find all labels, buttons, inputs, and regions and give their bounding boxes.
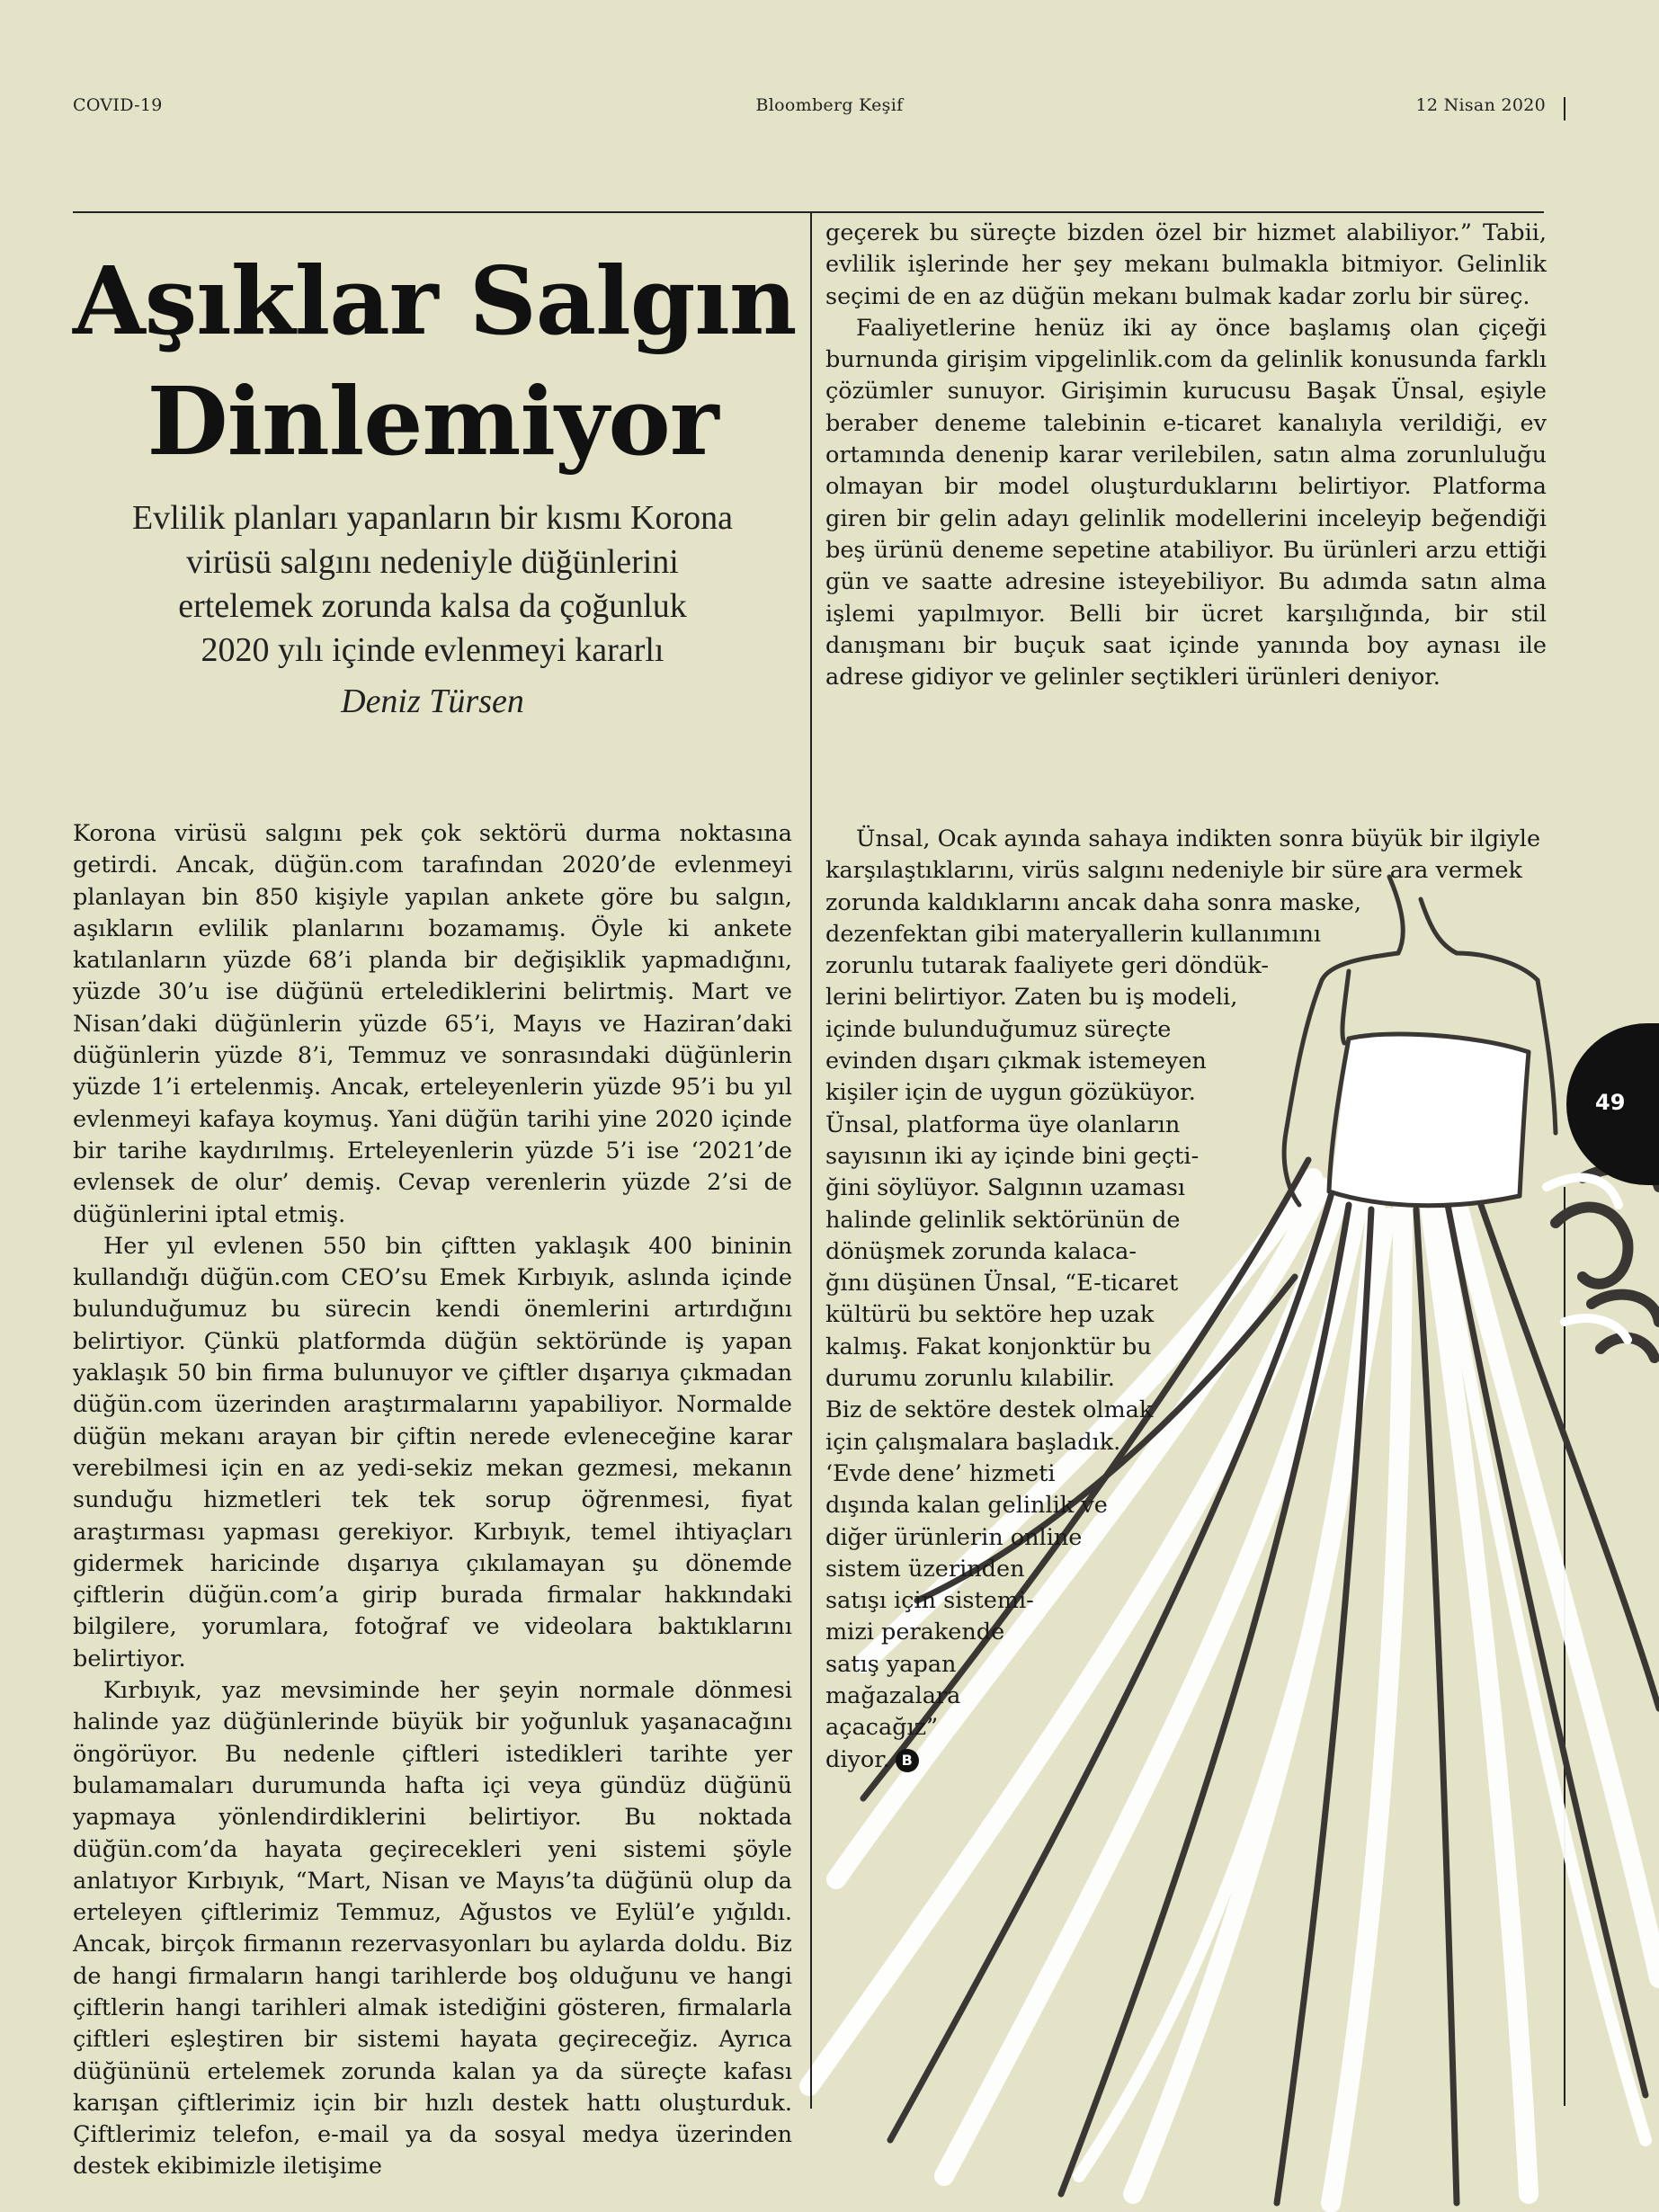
text-line: satışı için sistemi-: [825, 1587, 1034, 1615]
text-line: ‘Evde dene’ hizmeti: [825, 1459, 1056, 1487]
text-line: kültürü bu sektöre hep uzak: [825, 1301, 1155, 1329]
text-line: açacağız”: [825, 1714, 939, 1742]
paragraph: geçerek bu süreçte bizden özel bir hizmet alabiliyor.” Tabii, evlilik işlerinde her şey mekanı bulmakla bitmiyor. Gelinlik seçimi de en az düğün mekanı bulmak kadar zorlu bir süreç.: [825, 219, 1547, 310]
deck-line: virüsü salgını nedeniyle düğünlerini: [186, 543, 679, 581]
text-line: mizi perakende: [825, 1619, 1005, 1646]
text-line: için çalışmalara başladık.: [825, 1428, 1121, 1456]
text-line: Ünsal, platforma üye olanların: [825, 1110, 1181, 1138]
end-mark-icon: B: [896, 1749, 919, 1772]
headline: [73, 241, 797, 482]
headline-line: Aşıklar Salgın: [73, 245, 797, 356]
issue-date: 12 Nisan 2020: [1415, 95, 1546, 115]
deck: [73, 496, 792, 673]
paragraph: Korona virüsü salgını pek çok sektörü durma noktasına getirdi. Ancak, düğün.com tarafından 2020’de evlenmeyi planlayan bin 850 kişiyle yapılan ankete göre bu salgın, aşıkların evlilik planlarını bozamamış. Öyle ki ankete katılanların yüzde 68’i planda bir değişiklik yapmadığını, yüzde 30’u ise düğünü ertelediklerini belirtmiş. Mart ve Nisan’daki düğünlerin yüzde 65’i, Mayıs ve Haziran’daki düğünlerin yüzde 8’i, Temmuz ve sonrasındaki düğünlerin yüzde 1’i ertelenmiş. Ancak, erteleyenlerin yüzde 95’i bu yıl evlenmeyi kafaya koymuş. Yani düğün tarihi yine 2020 içinde bir tarihe kaydırılmış. Erteleyenlerin yüzde 5’i ise ‘2021’de evlensek de olur’ demiş. Cevap verenlerin yüzde 2’si de düğünlerini iptal etmiş.: [73, 820, 792, 1228]
section-label: COVID-19: [73, 95, 163, 115]
deck-line: ertelemek zorunda kalsa da çoğunluk: [178, 587, 687, 625]
text-line: içinde bulunduğumuz süreçte: [825, 1015, 1172, 1043]
deck-line: Evlilik planları yapanların bir kısmı Korona: [131, 499, 733, 537]
text-line: zorunda kaldıklarını ancak daha sonra maske,: [825, 888, 1361, 916]
text-line: dezenfektan gibi materyallerin kullanımını: [825, 920, 1322, 948]
column-divider: [810, 213, 812, 2109]
publication-name: Bloomberg Keşif: [755, 95, 904, 115]
text-line: Biz de sektöre destek olmak: [825, 1396, 1154, 1424]
deck-line: 2020 yılı içinde evlenmeyi kararlı: [201, 631, 664, 669]
text-line: dışında kalan gelinlik ve: [825, 1492, 1108, 1520]
right-column-top: [825, 218, 1547, 693]
text-line: satış yapan: [825, 1650, 957, 1678]
left-column: [73, 818, 792, 2183]
byline: Deniz Türsen: [341, 682, 524, 720]
text-line: sayısının iki ay içinde bini geçti-: [825, 1142, 1200, 1170]
paragraph: Her yıl evlenen 550 bin çiftten yaklaşık 400 bininin kullandığı düğün.com CEO’su Emek Kırbıyık, aslında içinde bulunduğumuz bu sürecin kendi önemlerini artırdığını belirtiyor. Çünkü platformda düğün sektöründe iş yapan yaklaşık 50 bin firma bulunuyor ve çiftler dışarıya çıkmadan düğün.com üzerinden araştırmalarını yapabiliyor. Normalde düğün mekanı arayan bir çiftin nerede evleneceğine karar verebilmesi için en az yedi-sekiz mekan gezmesi, mekanın sunduğu hizmetleri tek tek sorup öğrenmesi, fiyat araştırması yapması gerekiyor. Kırbıyık, temel ihtiyaçları gidermek haricinde dışarıya çıkılamayan şu dönemde çiftlerin düğün.com’a girip burada firmalar hakkındaki bilgilere, yorumlara, fotoğraf ve videolara baktıklarını belirtiyor.: [73, 1232, 792, 1672]
paragraph: Kırbıyık, yaz mevsiminde her şeyin normale dönmesi halinde yaz düğünlerinde büyük bir yoğunluk yaşanacağını öngörüyor. Bu nedenle çiftleri istedikleri tarihte yer bulamamaları durumunda hafta içi veya gündüz düğünü yapmaya yönlendirdiklerini belirtiyor. Bu noktada düğün.com’da hayata geçirecekleri yeni sistemi şöyle anlatıyor Kırbıyık, “Mart, Nisan ve Mayıs’ta düğünü olup da erteleyen çiftlerimiz Temmuz, Ağustos ve Eylül’e yığıldı. Ancak, birçok firmanın rezervasyonları bu aylarda doldu. Biz de hangi firmaların hangi tarihlerde boş olduğunu ve hangi çiftlerin hangi tarihleri almak istediğini gösteren, firmalarla çiftleri eşleştiren bir sistemi hayata geçireceğiz. Ayrıca düğününü ertelemek zorunda kalan ya da süreçte kafası karışan çiftlerimiz için bir hızlı destek hattı oluşturduk. Çiftlerimiz telefon, e-mail ya da sosyal medya üzerinden destek ekibimizle iletişime: [73, 1677, 792, 2181]
text-line: [825, 1744, 1275, 1776]
text-line: mağazalara: [825, 1682, 961, 1710]
right-column-wrapped: [825, 824, 1541, 1776]
paragraph: Faaliyetlerine henüz iki ay önce başlamış olan çiçeği burnunda girişim vipgelinlik.com da gelinlik konusunda farklı çözümler sunuyor. Girişimin kurucusu Başak Ünsal, eşiyle beraber deneme talebinin e-ticaret kanalıyla verildiği, ev ortamında denenip karar verilebilen, satın alma zorunluluğu olmayan bir model oluşturduklarını belirtiyor. Platforma giren bir gelin adayı gelinlik modellerini inceleyip beğendiği beş ürünü deneme sepetine atabiliyor. Bu ürünleri arzu ettiği gün ve saatte adresine isteyebiliyor. Bu adımda satın alma işlemi yapılmıyor. Belli bir ücret karşılığında, bir stil danışmanı bir buçuk saat içinde yanında boy aynası ile adrese gidiyor ve gelinler seçtikleri ürünleri deniyor.: [825, 314, 1547, 691]
text-line: zorunlu tutarak faaliyete geri döndük-: [825, 952, 1270, 980]
text-line: karşılaştıklarını, virüs salgını nedeniyle bir süre ara vermek: [825, 857, 1522, 885]
text-line: diğer ürünlerin online: [825, 1523, 1083, 1551]
text-line: durumu zorunlu kılabilir.: [825, 1365, 1115, 1393]
page-number: 49: [1595, 1090, 1626, 1115]
text-line: sistem üzerinden: [825, 1555, 1025, 1583]
text-line: ğini söylüyor. Salgının uzaması: [825, 1174, 1186, 1202]
text-line: kişiler için de uygun gözüküyor.: [825, 1079, 1196, 1107]
text-line: kalmış. Fakat konjonktür bu: [825, 1333, 1152, 1360]
text-line: lerini belirtiyor. Zaten bu iş modeli,: [825, 984, 1238, 1012]
text-line: ğını düşünen Ünsal, “E-ticaret: [825, 1270, 1179, 1298]
headline-line: Dinlemiyor: [147, 366, 718, 477]
closing-word: diyor.: [825, 1745, 890, 1773]
text-line: halinde gelinlik sektörünün de: [825, 1206, 1181, 1234]
text-line: evinden dışarı çıkmak istemeyen: [825, 1048, 1207, 1075]
text-line: dönüşmek zorunda kalaca-: [825, 1237, 1137, 1265]
text-line: Ünsal, Ocak ayında sahaya indikten sonra büyük bir ilgiyle: [856, 825, 1541, 852]
